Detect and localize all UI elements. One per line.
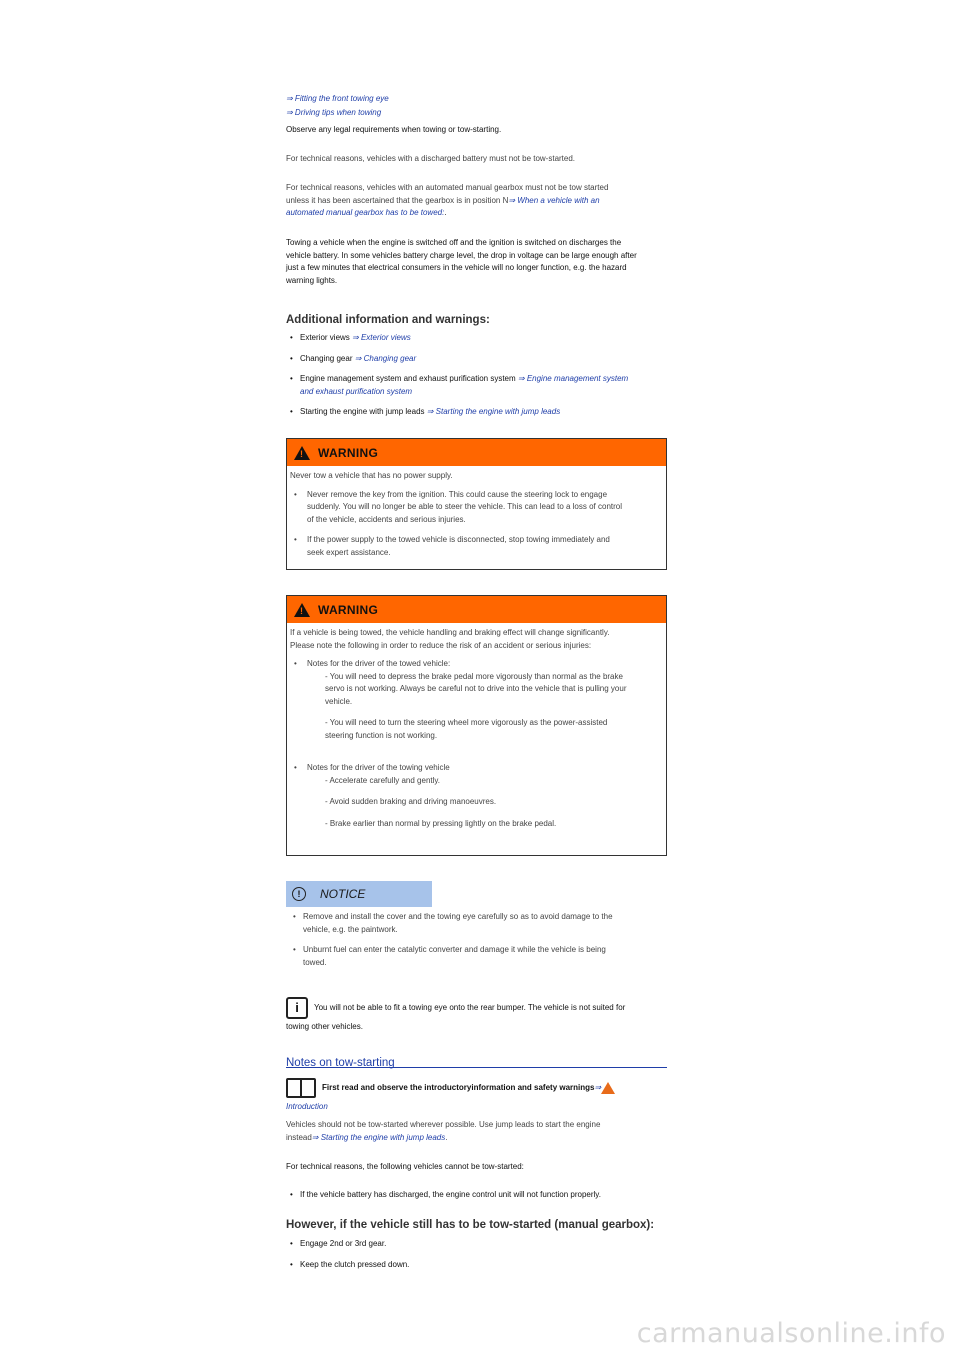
link-engine-management-cont[interactable]: and exhaust purification system bbox=[300, 386, 413, 396]
first-read-arrow[interactable]: ⇒ bbox=[594, 1082, 602, 1092]
manual-gearbox-heading: However, if the vehicle still has to be tow-started (manual gearbox): bbox=[286, 1219, 655, 1231]
notice-header: ! NOTICE bbox=[286, 881, 432, 907]
link-engine-management[interactable]: ⇒ Engine management system bbox=[517, 374, 629, 383]
exclamation-circle-icon: ! bbox=[292, 887, 306, 901]
list-item: • If the power supply to the towed vehicle is disconnected, stop towing immediately and seek expert assistance. bbox=[290, 534, 663, 559]
tow-start-paragraph: Vehicles should not be tow-started wherever possible. Use jump leads to start the engine instead⇒ Starting the engine with jump leads. bbox=[286, 1120, 601, 1142]
list-item: • Remove and install the cover and the towing eye carefully so as to avoid damage to the vehicle, e.g. the paintwork. bbox=[289, 911, 667, 936]
warning-header: ! WARNING bbox=[287, 596, 666, 623]
warning-triangle-icon bbox=[601, 1082, 615, 1094]
towed-note-2: - You will need to turn the steering wheel more vigorously as the power-assisted steering function is not working. bbox=[325, 718, 608, 740]
additional-info-list bbox=[286, 332, 667, 419]
book-icon bbox=[286, 1078, 316, 1098]
cannot-tow-start-list bbox=[286, 1189, 671, 1202]
link-exterior-views[interactable]: ⇒ Exterior views bbox=[352, 333, 411, 342]
link-automated-gearbox-towed-cont[interactable]: automated manual gearbox has to be towed: bbox=[286, 208, 445, 217]
link-jump-leads-2[interactable]: ⇒ Starting the engine with jump leads bbox=[311, 1132, 446, 1142]
list-item: • Never remove the key from the ignition. This could cause the steering lock to engage suddenly. You will no longer be able to steer the vehicle. This can lead to a loss of control of the vehicle, accidents and serious injuries. bbox=[290, 489, 663, 527]
list-item: • Notes for the driver of the towing vehicle bbox=[290, 762, 663, 775]
towed-note-1: - You will need to depress the brake pedal more vigorously than normal as the brake servo is not working. Always be careful not to drive into the vehicle that is pulling your vehicle. bbox=[325, 671, 627, 706]
link-introduction[interactable]: Introduction bbox=[286, 1102, 328, 1111]
cannot-tow-start-text: For technical reasons, the following vehicles cannot be tow-started: bbox=[286, 1162, 524, 1171]
link-changing-gear[interactable]: ⇒ Changing gear bbox=[354, 353, 417, 363]
list-item: • Starting the engine with jump leads ⇒ Starting the engine with jump leads bbox=[286, 406, 667, 419]
section-title-underline bbox=[286, 1053, 667, 1068]
warning-triangle-icon bbox=[294, 446, 310, 460]
automated-gearbox-paragraph: For technical reasons, vehicles with an automated manual gearbox must not be tow started unless it has been ascertained that the gearbox is in position N⇒ When a vehicle with an automated manual gearbox has to be towed:. bbox=[286, 183, 609, 217]
warning-box-towed-handling: ! WARNING If a vehicle is being towed, the vehicle handling and braking effect will change significantly. Please note the following in order to reduce the risk of an accident or serious injuries: • Notes for the driver of the towed vehicle: - You will need to depress the brake pedal more vigorously than normal as the brake servo is not working. Always be careful not to drive into the vehicle that is pulling your vehicle. - You will need to turn the steering wheel more vigorously as the power-assisted steering function is not working. • Notes for the driver of the towing vehicle - Accelerate carefully and gently. - Avoid sudden braking and driving manoeuvres. - Brake earlier than normal by pressing lightly on the brake pedal. bbox=[286, 595, 667, 856]
warning-box-power-supply: ! WARNING Never tow a vehicle that has no power supply. • Never remove the key from the ignition. This could cause the steering lock to engage suddenly. You will no longer be able to steer the vehicle. This can lead to a loss of control of the vehicle, accidents and serious injuries. • If the power supply to the towed vehicle is disconnected, stop towing immediately and seek expert assistance. bbox=[286, 438, 667, 570]
list-item: • Changing gear ⇒ Changing gear bbox=[286, 353, 667, 366]
info-icon: i bbox=[286, 997, 308, 1019]
discharged-battery-text: For technical reasons, vehicles with a discharged battery must not be tow-started. bbox=[286, 154, 576, 163]
towing-note-3: - Brake earlier than normal by pressing lightly on the brake pedal. bbox=[325, 818, 557, 828]
additional-info-heading: Additional information and warnings: bbox=[286, 314, 490, 326]
link-driving-tips-towing[interactable]: ⇒ Driving tips when towing bbox=[286, 108, 382, 117]
list-item: • Keep the clutch pressed down. bbox=[286, 1259, 667, 1272]
warning-header: ! WARNING bbox=[287, 439, 666, 466]
list-item: • Engage 2nd or 3rd gear. bbox=[286, 1238, 667, 1251]
watermark: carmanualsonline.info bbox=[636, 1318, 946, 1349]
notice-list bbox=[289, 911, 667, 969]
towing-note-2: - Avoid sudden braking and driving manoeuvres. bbox=[325, 797, 497, 806]
list-item: • Exterior views ⇒ Exterior views bbox=[286, 332, 667, 345]
section-title: Notes on tow-starting bbox=[286, 1057, 395, 1069]
list-item: • If the vehicle battery has discharged, the engine control unit will not function properly. bbox=[286, 1189, 671, 1202]
legal-requirements-text: Observe any legal requirements when towing or tow-starting. bbox=[286, 125, 502, 134]
list-item: • Unburnt fuel can enter the catalytic converter and damage it while the vehicle is being towed. bbox=[289, 944, 667, 969]
manual-gearbox-list bbox=[286, 1238, 667, 1271]
list-item: • Engine management system and exhaust purification system ⇒ Engine management system and exhaust purification system bbox=[286, 373, 667, 398]
warning-triangle-icon bbox=[294, 603, 310, 617]
battery-discharge-paragraph: Towing a vehicle when the engine is switched off and the ignition is switched on discharges the vehicle battery. In some vehicles battery charge level, the drop in voltage can be large enough after just a few minutes that electrical consumers in the vehicle will no longer function, e.g. the hazard warning lights. bbox=[286, 238, 637, 285]
first-read-note: First read and observe the introductoryinformation and safety warnings ⇒ Introduction bbox=[286, 1078, 676, 1114]
link-fitting-front-towing-eye[interactable]: ⇒ Fitting the front towing eye bbox=[286, 94, 389, 103]
link-automated-gearbox-towed[interactable]: ⇒ When a vehicle with an bbox=[508, 195, 600, 205]
link-jump-leads[interactable]: ⇒ Starting the engine with jump leads bbox=[426, 407, 561, 416]
list-item: • Notes for the driver of the towed vehicle: bbox=[290, 658, 663, 671]
info-note: i You will not be able to fit a towing eye onto the rear bumper. The vehicle is not suited for towing other vehicles. bbox=[286, 997, 671, 1034]
towing-note-1: - Accelerate carefully and gently. bbox=[325, 775, 441, 785]
